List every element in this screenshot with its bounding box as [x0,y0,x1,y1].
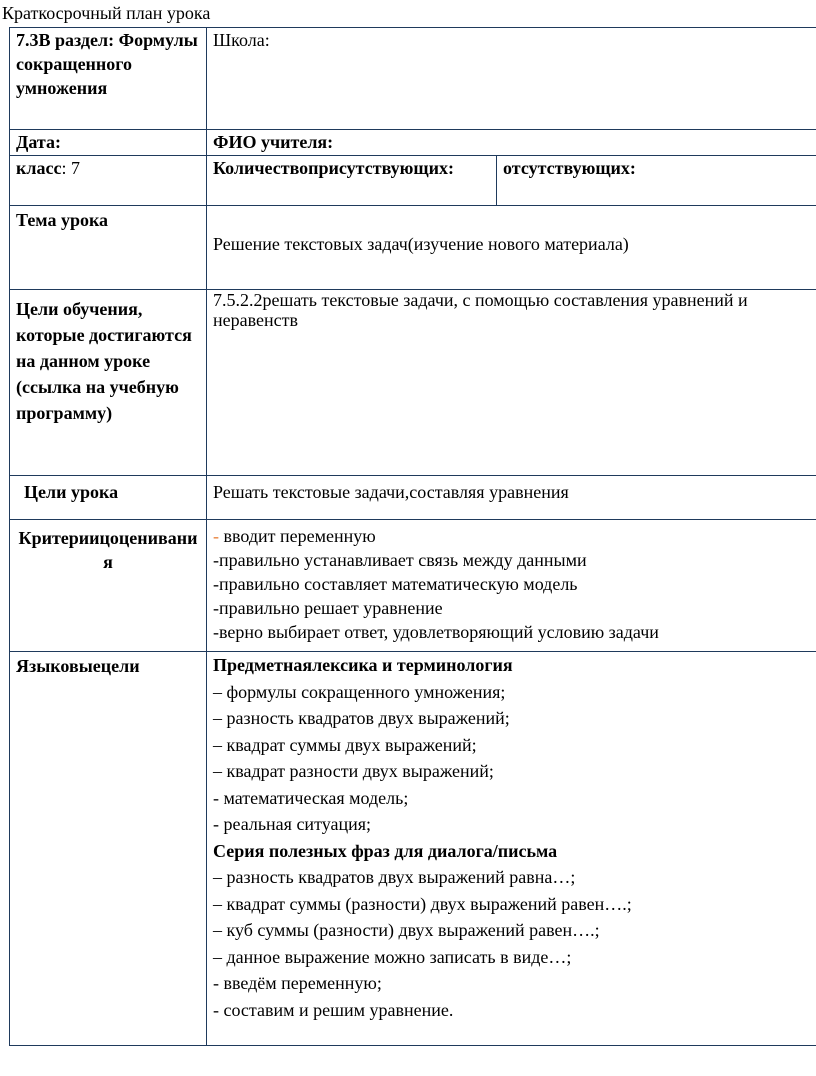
phrase-item: – квадрат суммы (разности) двух выражений равен….; [213,893,632,914]
criteria-row [10,520,816,652]
class-row [10,156,816,206]
vocab-item: – разность квадратов двух выражений; [213,708,510,728]
criteria-item: -правильно решает уравнение [213,598,443,618]
language-content [207,652,816,1046]
vocab-heading: Предметнаялексика и терминология [213,655,513,675]
language-row [10,652,816,1046]
header-row [10,28,816,130]
vocab-item: – квадрат суммы двух выражений; [213,734,477,755]
school-cell: Школа: [207,28,816,130]
lesson-plan-table [9,27,816,1046]
date-row [10,130,816,156]
phrase-item: – данное выражение можно записать в виде…; [213,946,572,967]
topic-row [10,206,816,290]
phrase-item: – куб суммы (разности) двух выражений равен….; [213,920,600,940]
criteria-list [207,520,816,652]
section-cell: 7.3В раздел: Формулы сокращенного умножения [10,28,207,130]
vocab-item: - реальная ситуация; [213,814,371,834]
lesson-goals-row [10,476,816,520]
objectives-value: 7.5.2.2решать текстовые задачи, с помощью составления уравнений и неравенств [207,290,816,476]
teacher-cell: ФИО учителя: [207,130,816,156]
topic-value: Решение текстовых задач(изучение нового материала) [207,206,816,290]
lesson-goals-label: Цели урока [10,476,207,520]
objectives-row [10,290,816,476]
date-cell: Дата: [10,130,207,156]
criteria-dash: - [213,526,219,546]
criteria-label: Критериицоценивания [10,520,207,652]
criteria-item: -правильно устанавливает связь между данными [213,550,587,570]
present-cell: Количествоприсутствующих: [207,156,497,206]
lesson-goals-value: Решать текстовые задачи,составляя уравнения [207,476,816,520]
phrase-item: - введём переменную; [213,973,382,993]
vocab-item: – квадрат разности двух выражений; [213,761,494,781]
class-label: класс [16,158,62,178]
absent-cell: отсутствующих: [497,156,816,206]
vocab-item: - математическая модель; [213,787,409,808]
phrases-heading: Серия полезных фраз для диалога/письма [213,840,558,861]
class-value: : 7 [61,158,80,178]
class-cell [10,156,207,206]
vocab-item: – формулы сокращенного умножения; [213,681,506,702]
criteria-item: - вводит переменную [213,526,376,546]
language-label: Языковыецели [10,652,207,1046]
phrase-item: – разность квадратов двух выражений равна…; [213,867,576,887]
topic-label: Тема урока [10,206,207,290]
phrase-item: - составим и решим уравнение. [213,999,454,1020]
criteria-item: -правильно составляет математическую модель [213,574,578,594]
page-title: Краткосрочный план урока [2,3,211,23]
criteria-item: -верно выбирает ответ, удовлетворяющий условию задачи [213,622,659,642]
objectives-label: Цели обучения, которые достигаются на данном уроке (ссылка на учебную программу) [10,290,207,476]
